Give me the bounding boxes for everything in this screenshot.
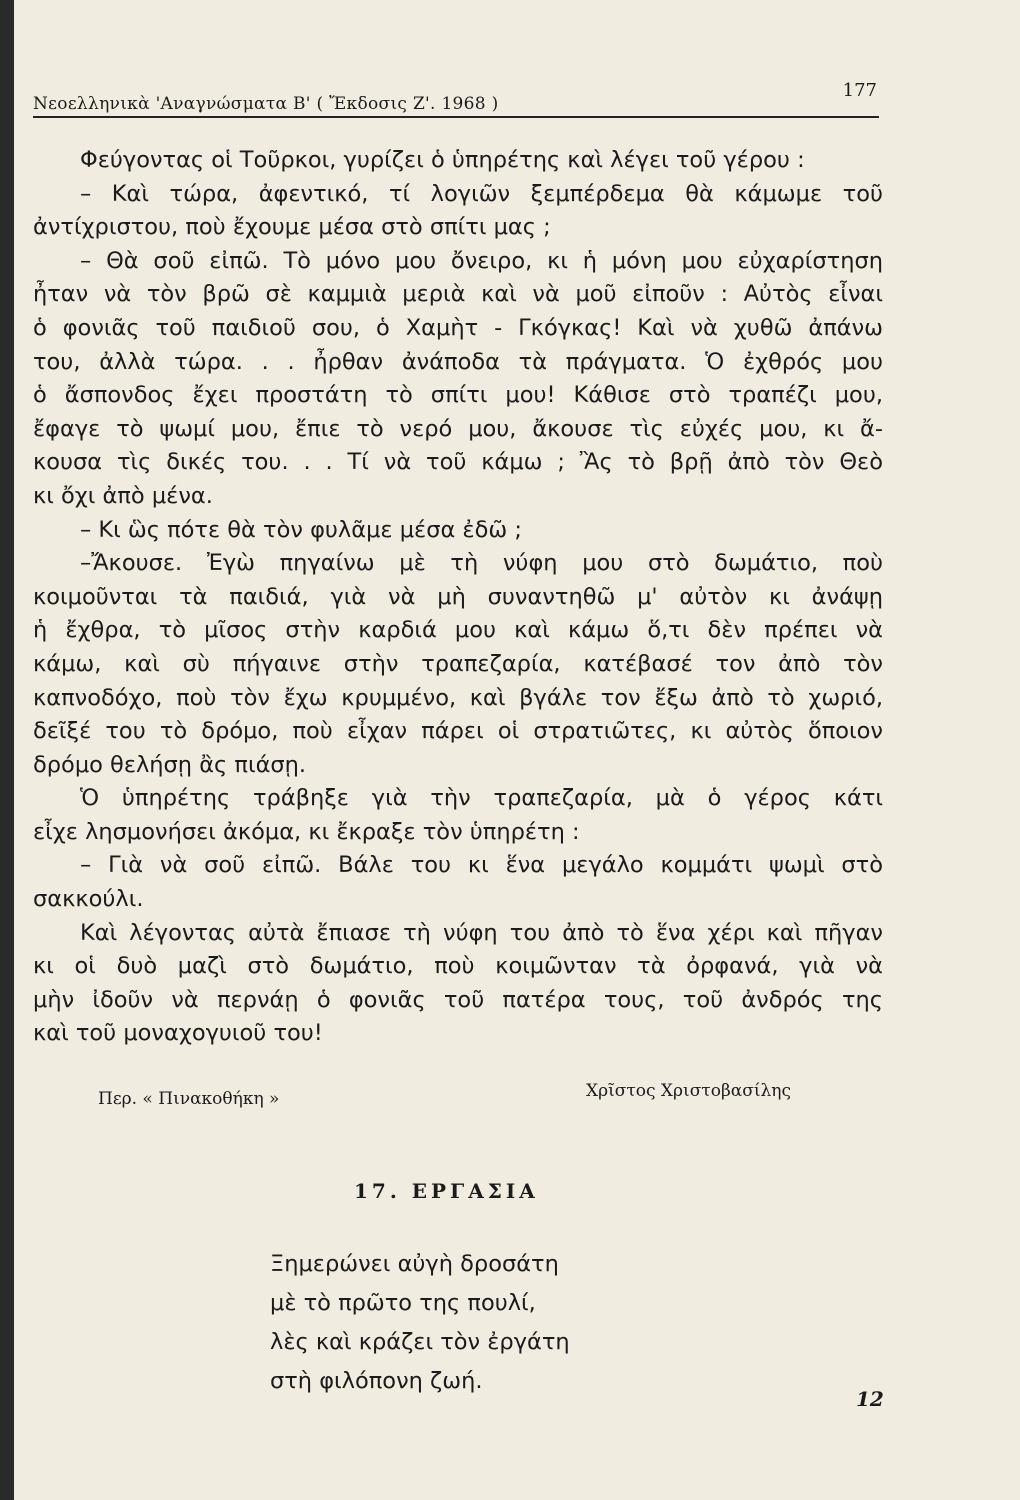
poem-line: μὲ τὸ πρῶτο της πουλί, — [270, 1290, 536, 1316]
poem-line: λὲς καὶ κράζει τὸν ἐργάτη — [270, 1329, 570, 1355]
poem-line: Ξημερώνει αὐγὴ δροσάτη — [270, 1251, 559, 1277]
text-line: του, ἀλλὰ τώρα. . . ἦρθαν ἀνάποδα τὰ πράγματα. Ὁ ἐχθρός μου — [33, 348, 883, 375]
book-page — [14, 0, 1020, 1500]
text-line: μὴν ἰδοῦν νὰ περνάῃ ὁ φονιᾶς τοῦ πατέρα τους, τοῦ ἀνδρός της — [33, 986, 883, 1013]
running-title: Νεοελληνικὰ 'Αναγνώσματα Β' ( Ἔκδοσις Ζ'. 1968 ) — [33, 94, 499, 114]
prose-body — [33, 144, 883, 1051]
printer-signature-mark: 12 — [856, 1387, 884, 1411]
text-line: εἶχε λησμονήσει ἀκόμα, κι ἔκραξε τὸν ὑπηρέτη : — [33, 818, 580, 845]
text-line: κοιμοῦνται τὰ παιδιά, γιὰ νὰ μὴ συναντηθῶ μ' αὐτὸν κι ἀνάψῃ — [33, 583, 883, 610]
running-header — [33, 80, 879, 118]
poem-line: στὴ φιλόπονη ζωή. — [270, 1368, 483, 1394]
source-citation: Περ. « Πινακοθήκη » — [98, 1089, 280, 1109]
text-line: κι οἱ δυὸ μαζὶ στὸ δωμάτιο, ποὺ κοιμῶνταν τὰ ὀρφανά, γιὰ νὰ — [33, 953, 883, 980]
text-line: ἡ ἔχθρα, τὸ μῖσος στὴν καρδιά μου καὶ κάμω ὅ,τι δὲν πρέπει νὰ — [33, 617, 883, 644]
text-line: δρόμο θελήσῃ ἂς πιάσῃ. — [33, 751, 307, 778]
text-line: – Καὶ τώρα, ἀφεντικό, τί λογιῶν ξεμπέρδεμα θὰ κάμωμε τοῦ — [80, 180, 883, 207]
text-line: ἦταν νὰ τὸν βρῶ σὲ καμμιὰ μεριὰ καὶ νὰ μοῦ εἰποῦν : Αὐτὸς εἶναι — [33, 281, 883, 308]
text-line: ἔφαγε τὸ ψωμί μου, ἔπιε τὸ νερό μου, ἄκουσε τὶς εὐχές μου, κι ἄ- — [33, 415, 883, 442]
text-line: – Κι ὣς πότε θὰ τὸν φυλᾶμε μέσα ἐδῶ ; — [80, 516, 522, 543]
text-line: –Ἄκουσε. Ἐγὼ πηγαίνω μὲ τὴ νύφη μου στὸ δωμάτιο, ποὺ — [80, 550, 883, 577]
text-line: κουσα τὶς δικές του. . . Τί νὰ τοῦ κάμω ; Ἂς τὸ βρῇ ἀπὸ τὸν Θεὸ — [33, 449, 883, 476]
poem-stanza — [270, 1245, 570, 1401]
page-number: 177 — [842, 80, 877, 101]
section-heading: 17. ΕΡΓΑΣΙΑ — [354, 1179, 539, 1203]
text-line: κάμω, καὶ σὺ πήγαινε στὴν τραπεζαρία, κατέβασέ τον ἀπὸ τὸν — [33, 650, 883, 677]
text-line: σακκούλι. — [33, 886, 144, 913]
text-line: δεῖξέ του τὸ δρόμο, ποὺ εἶχαν πάρει οἱ στρατιῶτες, κι αὐτὸς ὅποιον — [33, 718, 883, 745]
text-line: καπνοδόχο, ποὺ τὸν ἔχω κρυμμένο, καὶ βγάλε τον ἔξω ἀπὸ τὸ χωριό, — [33, 684, 883, 711]
text-line: Φεύγοντας οἱ Τοῦρκοι, γυρίζει ὁ ὑπηρέτης καὶ λέγει τοῦ γέρου : — [80, 147, 805, 173]
author-name: Χρῖστος Χριστοβασίλης — [586, 1081, 791, 1101]
text-line: – Θὰ σοῦ εἰπῶ. Τὸ μόνο μου ὄνειρο, κι ἡ μόνη μου εὐχαρίστηση — [80, 247, 883, 274]
text-line: κι ὄχι ἀπὸ μένα. — [33, 482, 213, 509]
text-line: Καὶ λέγοντας αὐτὰ ἔπιασε τὴ νύφη του ἀπὸ τὸ ἕνα χέρι καὶ πῆγαν — [80, 919, 883, 946]
text-line: Ὁ ὑπηρέτης τράβηξε γιὰ τὴν τραπεζαρία, μὰ ὁ γέρος κάτι — [80, 785, 883, 812]
text-line: καὶ τοῦ μοναχογυιοῦ του! — [33, 1020, 323, 1047]
text-line: – Γιὰ νὰ σοῦ εἰπῶ. Βάλε του κι ἕνα μεγάλο κομμάτι ψωμὶ στὸ — [80, 852, 883, 879]
text-line: ὁ ἄσπονδος ἔχει προστάτη τὸ σπίτι μου! Κάθισε στὸ τραπέζι μου, — [33, 382, 883, 409]
text-line: ὁ φονιᾶς τοῦ παιδιοῦ σου, ὁ Χαμὴτ - Γκόγκας! Καὶ νὰ χυθῶ ἀπάνω — [33, 314, 883, 341]
text-line: ἀντίχριστου, ποὺ ἔχουμε μέσα στὸ σπίτι μας ; — [33, 214, 551, 241]
